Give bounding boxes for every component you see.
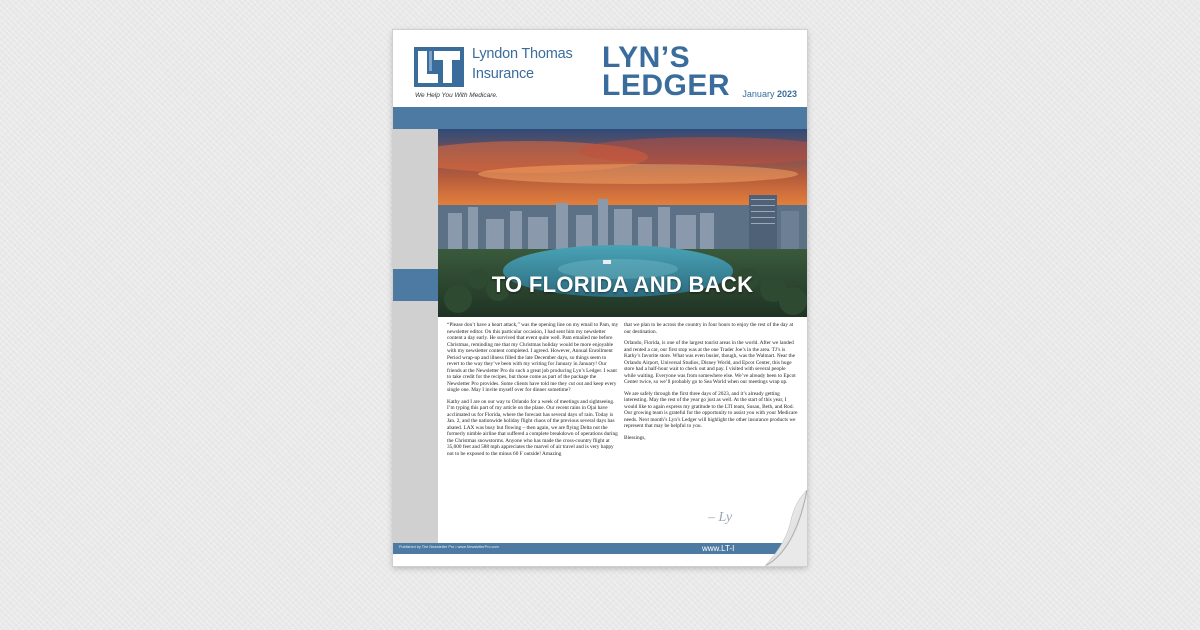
article-paragraph: Kathy and I are on our way to Orlando for a week of meetings and sightseeing. I’m typing this part of my article on the plane. Our recent rains in Ojai have acclimated us for Florida, where the forecast has several days of rain. Today is Jan. 2, and the nationwide holiday flight chaos of the previous several days has abated. LAX was busy but flowing – then again, we are flying Delta not the formerly nimble airline that suffered a complete breakdown of operations during the Christmas snowstorms. Anyone who has made the cross-country flight at 35,000 feet and 588 mph appreciates the marvel of air travel and is very happy not to be exposed to the minus 60 F outside! Amazing [447, 398, 618, 457]
hero-title-accent-bar [393, 269, 438, 301]
issue-year: 2023 [776, 89, 797, 99]
author-signature: – Ly [708, 510, 733, 525]
page-curl-icon [765, 490, 807, 566]
company-name-line1: Lyndon Thomas [472, 46, 573, 62]
company-name [472, 44, 592, 84]
issue-date [742, 89, 797, 99]
left-gray-rail [393, 129, 438, 543]
footer-website-url: www.LT-I [702, 544, 735, 553]
masthead-line1: LYN’S [602, 41, 691, 74]
company-tagline: We Help You With Medicare. [415, 92, 498, 99]
newsletter-page [393, 30, 807, 566]
header-divider-bar [393, 107, 807, 129]
company-name-line2: Insurance [472, 66, 534, 82]
lt-logo-icon [414, 47, 464, 87]
masthead-line2: LEDGER [602, 69, 731, 102]
article-headline: TO FLORIDA AND BACK [491, 272, 754, 297]
article-right-column [624, 322, 798, 446]
article-paragraph: Orlando, Florida, is one of the largest tourist areas in the world. After we landed and rented a car, our first stop was at the one Trader Joe’s in the area. TJ’s is Kathy’s favorite store. What was even busier, though, was the Walmart. Near the Orlando Airport, Universal Studios, Disney World, and Epcot Center, this huge store had a half-hour wait to check out and pay. I visited with several people while waiting. Everyone was from somewhere else. We’ve already been to Epcot Center twice, so we’ll probably go to Sea World when our meetings wrap up. [624, 340, 796, 385]
issue-month: January [742, 89, 775, 99]
article-paragraph: We are safely through the first three days of 2023, and it’s already getting interesting. May the rest of the year go just as well. At the start of this year, I would like to again express my gratitude to the LTI team, Susan, Beth, and Rod. Our growing team is grateful for the opportunity to assist you with your Medicare needs. Next month’s Lyn’s Ledger will highlight the other insurance products we represent that may be helpful to you. [624, 390, 798, 429]
article-paragraph: that we plan to be across the country in four hours to enjoy the rest of the day at our destination. [624, 322, 794, 335]
article-left-column [447, 322, 619, 462]
footer-publisher-credit: Published by The Newsletter Pro • www.NewsletterPro.com [399, 545, 499, 549]
newsletter-masthead [602, 41, 742, 102]
article-paragraph: “Please don’t have a heart attack,” was the opening line on my email to Pam, my newsletter editor. On this particular occasion, I had sent him my newsletter content a day early. He survived that event quite well. Pam emailed me before Christmas, reminding me that my Christmas holiday would be more enjoyable with my newsletter content completed. I agreed. However, Annual Enrollment Period wrap-up and illness filled the late December days, so things seem to revert to the way they’ve been with my writing for January in January! Our friends at the Newsletter Pro do such a great job producing Lyn’s Ledger. I want to take credit for the recipes, but those come as part of the package the Newsletter Pro provides. Some clients have told me they cut out and keep every single one. May I invite myself over for dinner sometime? [447, 322, 619, 393]
article-sign-off: Blessings, [624, 434, 646, 441]
